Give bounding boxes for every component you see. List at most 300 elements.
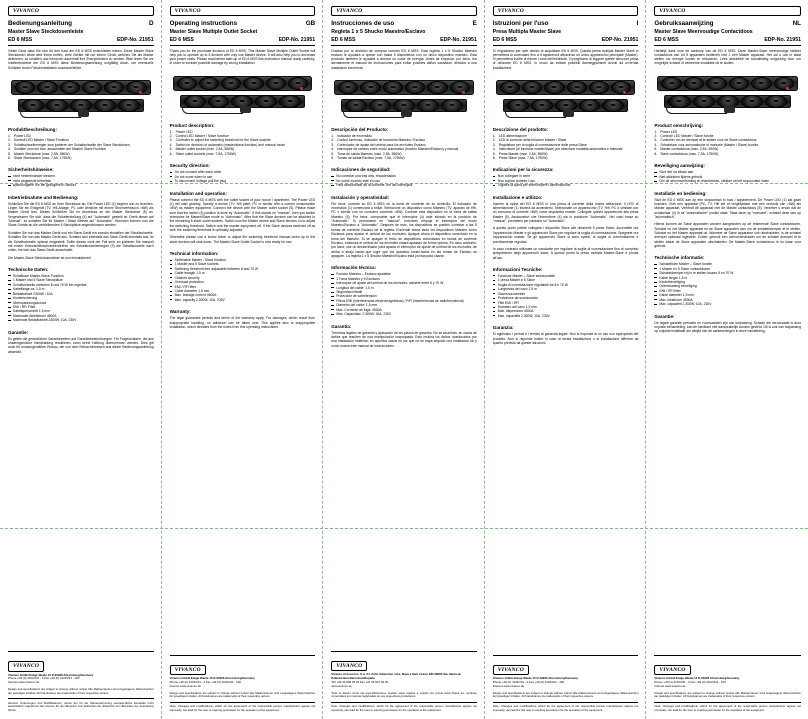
section-heading: Información técnica:	[331, 265, 377, 271]
list-item: Schakeldrempel vrij in te stellen tussen 8 en 70 W	[654, 271, 801, 275]
legal-paragraph: Design and specifications are subject to change without notice! Alle Markennamen sind eingetragene Warenzeichen der jeweiligen Inhaber. All brandnames are trademarks of their respective owners.	[492, 690, 639, 699]
list-item: Cable leangth 1,5 m	[170, 271, 316, 275]
power-cord	[505, 111, 566, 118]
page-title: Instrucciones de uso	[331, 20, 395, 28]
socket-outlet	[765, 95, 787, 108]
section-heading: Product description:	[169, 122, 215, 128]
section-list	[493, 174, 639, 187]
list-item: Non coprire durante l'uso	[493, 179, 639, 183]
company-phone: Phone +49 (0) 4102/231 - 0 Fax +49 (0) 4102/231 - 160	[654, 679, 726, 684]
socket-outlet	[774, 77, 794, 90]
section-paragraph: Por favor, conecte su ED 6 MSS en la toma de corriente de su domicilio. El indicador de encendido (1) comenzará a brillar. Seleccione un dispositivo como Maestro (TV, aparato de Hifi, PC o similar con un consumo corriente >8W). Conecte esta dispositivo en la toma de salida Maestro (5). Por favor, compruebe que el interruptor (4) esté situado en la posición de "Automatic". Si permanece en "manual", entonces empuje el interruptor del modo Maestro/Esclavo a "Automatic". Después de esto, los dispositivos se pueden conectar a las 5 tomas de corriente Esclavo de la regleta. Enciende ahora tanto los dispositivos Maestro como Esclavos para ajustar el umbral de los enchufes. Apague ahora el dispositivo conectado en la toma del Maestro. Si se apagan el resto de dispositivos conectados en tomas de corriente Esclavo, entonces el umbral de los enchufes estará ajustado de forma óptima. En caso contrario, por favor, use un destornillador para ajustar el interruptor de ajuste de umbral de los enchufes, de arriba a abajo hasta que logre que los aparatos conec-tados en las tomas de Esclavo se apaguen. La regleta 1 x 5 Shucko Maestro/Esclavo está ya lista para usarse.	[331, 201, 477, 258]
list-item: Switching threshold free adjustable between 8 and 70 W	[170, 267, 316, 271]
language-column-nl	[646, 0, 808, 719]
intro-text: Vi ringraziamo per aver deciso di acquistare ED 6 MSS. Questa presa multipla Master Slave vi permetterà di controllare fino a 5 apparecchi attraverso un unico apparecchio principale (Master). Vi permetterà inoltre di ridurre i costi dell'elettricità. Vi preghiamo di leggere queste istruzioni prima di utilizzare ED 6 MSS, in modo da evitare possibili danneggiamenti dovuti ad un'errata installazione.	[492, 48, 639, 70]
section-heading: Produktbeschreibung:	[8, 126, 58, 132]
list-item: 1 presa Master e 5 Slave	[493, 278, 639, 282]
list-item: Presa Master (max. 2,5A, 550W)	[498, 151, 548, 156]
section-list	[493, 274, 639, 318]
socket-outlet	[427, 81, 447, 94]
section-paragraph: A questo punto potete collegare i dispositivi Slave alle rimanenti 5 prese Salve. Accendete ora l'apparecchio Master e gli apparecchi Slave per regolare la soglia di commutazione. Spegnete ora l'apparecchio master. Se gli apparecchi Slave si sono spenti, la soglia di commutazione è correttamente regolata.	[492, 226, 639, 244]
model-row	[331, 37, 477, 46]
socket-outlet	[208, 95, 230, 108]
socket-strip-top	[496, 80, 636, 95]
socket-outlet	[243, 77, 263, 90]
socket-outlet	[177, 77, 197, 90]
column-footer	[654, 655, 801, 715]
section-heading: Installatie en bediening:	[654, 190, 707, 196]
section-paragraph: Términos legales de garantía y aplicación de los plazos de garantía. No se asumirán, en casos de daños que resulten de una manipulación inapropiada. Esto incluirá los daños ocasionados por una instalación indebida, en aquellos casos en los que no se haya seguido una instalación tal y como marca este manual de instrucciones.	[331, 330, 477, 348]
list-item: Max. dispersione 4500A	[493, 309, 639, 313]
column-spacer	[493, 348, 639, 651]
list-item: Kontroll LED Master / Slave Funktion	[14, 138, 69, 143]
intro-text: Gracias por la decisión de comprar nuestro ED 6 MSS. Esta regleta 1 x 5 Shucko Maestro esclavo le ayudará a operar con hasta 5 dispositivos con un único dispositivo maestro. Esta producto también le ayudará a ahorrar su coste de energía. Antes de empezar, por favor, lea atentamente el manual de instrucciones para evitar posibles daños causados, debidos a una instalación incorrecta.	[331, 48, 477, 70]
edp-number: EDP-No. 21951	[116, 37, 154, 43]
power-led	[623, 91, 626, 94]
socket-outlet	[383, 81, 403, 94]
socket-outlet	[22, 99, 44, 112]
product-photo	[331, 74, 477, 118]
section-list	[8, 174, 154, 187]
socket-outlet	[15, 81, 35, 94]
company-phone: Phone +49 (0) 4102/231 - 0 Fax +49 (0) 4102/231 - 160	[169, 679, 241, 684]
intro-text: Hartelijk dank voor de aankoop van de ED 6 MSS. Deze Master-Slave meervoudige stekker contactdoos kan tot 5 apparaten bedienen met 1 één Master apparaat. Het zal u ook in staat stellen uw energie kosten te reduceren. Lees alstublieft de handleiding zorgvuldig door om mogelijke schade of verkeerde installatie uit te sluiten.	[654, 48, 801, 66]
language-code: NL	[792, 20, 801, 28]
legal-paragraph: Note: Changes and modifications, which for the agreement of the responsible person manufacturer agrees not expressly, can lead for the user to expiring permission for the operation of the equipment.	[492, 704, 639, 712]
list-item: Cable diameter 1,5 mm	[170, 289, 316, 293]
section-list	[170, 258, 316, 302]
list-item: Max. capacitità 2.300W, 10A, 230V	[493, 314, 639, 318]
list-item: Controller to adjust the switching threshold for the Slave sockets	[175, 138, 271, 143]
list-item: Tomas de salida Esclavo (máx. 7,5A, 1750W)	[337, 156, 405, 161]
list-item: Lunghezza del cavo 1,5 m	[493, 287, 639, 291]
legal-divider	[331, 702, 477, 703]
section-heading: Garantía:	[331, 323, 352, 329]
socket-outlet	[82, 81, 102, 94]
section-list	[654, 130, 801, 157]
title-row	[331, 20, 477, 29]
list-item: LED di controllo della funzione Master / Slave	[498, 138, 567, 143]
list-item: Schakelbare Master – Slave functie	[654, 262, 801, 266]
list-item: Protezione da sovraccarico	[493, 296, 639, 300]
list-item: Filtri EMI / RFI	[493, 301, 639, 305]
list-item: Control luminoso, indicador de funciones Maestro / Esclavo	[337, 138, 426, 143]
socket-outlet	[507, 99, 529, 112]
list-item: Do not cover when in use	[170, 175, 316, 179]
section-heading: Inbetriebnahme und Bedienung:	[8, 194, 79, 200]
legal-paragraph: Hinweis: Änderungen und Modifikationen, denen der für die Übereinstimmung verantwortliche Hersteller nicht ausdrücklich zugestimmt hat, können für den Benutzer zum Erlöschen der Erlaubnis zum Betreiben der Ausrüstung führen.	[8, 700, 154, 712]
list-item: Power LED	[660, 129, 678, 134]
socket-outlet	[46, 99, 68, 112]
socket-outlet	[199, 77, 219, 90]
section-list	[493, 134, 639, 161]
edp-number: EDP-No. 21951	[440, 37, 477, 43]
list-item: EMI / RFI filter	[654, 289, 801, 293]
socket-outlet	[579, 99, 601, 112]
company-web: www.vivanco.es	[331, 683, 352, 688]
list-item: Función Maestro – Esclavo ajustable	[331, 272, 477, 276]
section-heading: Descripción del Producto:	[331, 126, 389, 132]
list-item: Longitud del cable: 1,5 m	[331, 286, 477, 290]
socket-strip-top	[173, 76, 313, 91]
legal-divider	[493, 702, 639, 703]
section-list	[331, 134, 477, 161]
model-row	[654, 37, 801, 46]
socket-outlet	[693, 95, 715, 108]
section-paragraph: In caso contrario utilizzate un cacciavite per regolare la soglia di commutazione fino al completo spegnimento degli apparecchi slave. A questo punto la presa multipla Master-Slave è pronta all'uso.	[492, 246, 639, 260]
list-item: Do not connect after each other	[170, 170, 316, 174]
socket-outlet	[338, 81, 358, 94]
socket-outlet	[450, 81, 470, 94]
list-item: Kinderischerung	[8, 296, 154, 300]
section-paragraph: Schalten Sie nun das Master-Gerät und ein Slave-Gerät ein zwecks einstellen der Schaltschwelle. Schalten Sie nun das Master-Gerät aus. Schaltet sich ebenfalls das Slave-Gerät ebenfalls aus, ist die Schaltschwelle optimal eingestellt. Sollte dieses nicht der Fall sein, so justieren Sie manuell mit einem Kreuzschlitzschraubendreher am Schaltschwellenregler (3) die Schaltschwelle nach unten, bis sich das Slave-Gerät ausschaltet.	[8, 230, 154, 253]
socket-outlet	[279, 95, 301, 108]
list-item: Seguridad infantil	[331, 290, 477, 294]
list-item: Para desconectar de la corriente, tire del interruptor	[331, 183, 477, 187]
language-code: E	[472, 20, 477, 28]
list-item: Controlador de ajuste del umbral para los enchufes Esclavo	[337, 142, 426, 147]
list-item: Sluit niet na elkaar aan	[654, 170, 801, 174]
list-item: spannungsfrei nur bei gezogenem Stecker	[8, 183, 154, 187]
list-item: Schalter zum ein bzw. ausschalten der Master/ Slave Funktion	[14, 147, 107, 152]
list-item: Control LED Master / Slave function	[175, 134, 229, 138]
socket-outlet	[706, 77, 726, 90]
language-column-gb	[162, 0, 324, 719]
section-heading: Installazione e utilizzo:	[492, 194, 543, 200]
list-item: Slave contactdoos (max. 7,5A, 1750W)	[660, 151, 719, 156]
brand-logo: VIVANCO	[493, 6, 639, 16]
socket-outlet	[417, 99, 439, 112]
company-address	[170, 677, 316, 688]
power-led	[462, 91, 465, 94]
list-item: 1 Master en 5 Slave contactdozen	[654, 267, 801, 271]
list-item: Funzione Master – Slave selezionabile	[493, 274, 639, 278]
socket-strip-top	[657, 76, 798, 91]
list-item: Master contactdoos (max. 2,5A, 550W)	[660, 147, 719, 152]
list-item: LED alimentazione	[498, 133, 527, 138]
section-heading: Technical information:	[169, 250, 219, 256]
section-heading: Indicazioni per la sicurezza:	[492, 167, 554, 173]
socket-outlet	[184, 95, 206, 108]
list-item: Overload protection	[170, 280, 316, 284]
list-item: Controle LED Master / Slave functie	[660, 134, 714, 138]
power-cord	[666, 107, 727, 114]
section-list	[654, 262, 801, 306]
list-item: Interruptor de cambio entre modo automático (función Maestro/Esclavo) y manual	[337, 147, 459, 152]
section-list	[654, 170, 801, 183]
socket-outlet	[751, 77, 771, 90]
title-row	[493, 20, 639, 29]
company-address	[331, 673, 477, 688]
socket-outlet	[602, 99, 624, 112]
socket-outlet	[661, 77, 681, 90]
product-photo	[493, 74, 639, 118]
section-list	[8, 134, 154, 161]
page-title: Operating instructions	[169, 20, 238, 28]
company-web: Internet www.vivanco.de	[654, 683, 686, 688]
company-name: Vivanco GmbH Ewige Weide 15 D-22926 Ahrensburg/Germany	[654, 676, 740, 681]
brand-logo: VIVANCO	[654, 6, 801, 16]
model-number: ED 6 MSS	[8, 37, 33, 43]
product-photo	[170, 70, 316, 114]
list-item: Master outlet socket (max. 2,5A, 550W)	[175, 147, 235, 152]
section-heading: Warranty:	[169, 309, 191, 315]
section-list	[170, 130, 316, 157]
intro-text: Vielen Dank dass Sie sich für den Kauf der ED 6 MSS entschieden haben. Diese Master Slave Steckdosen leiste wird Ihnen helfen, viele Geräte mit nur einem Gerät, welches Sie als Master definieren, zu schalten und hierdurch dauerhaft Ihre Energiekosten zu senken. Bitte lesen Sie vor Inbetriebnahme der ED 6 MSS diese Bedienungsanleitung sorgfältig durch, um eventuelle Schäden durch Falschinstallation auszuschließen.	[8, 48, 154, 70]
company-phone: Telf +34 93 848 35 20 Fax +34 93 847 05 00	[331, 679, 389, 684]
section-heading: Descrizione del prodotto:	[492, 126, 549, 132]
title-row	[170, 20, 316, 29]
brand-logo-footer: VIVANCO	[493, 665, 529, 675]
section-paragraph: Sluit de ED 6 MSS aan op een stopcontact in huis / appartement. De Power LED (1) zal gaan branden. Kies een apparaat (PC, TV, Hifi set of vergelijkbaar met een verbruik van >8W) als Master apparaat. Verbindt dit apparaat met de Master contactdoos (5). Verzeker u ervan dat de schakelaar (4) in de "automatische" positie staat. Staat deze op "manueel", schakel deze dan op "automatisch".	[654, 197, 801, 219]
language-code: GB	[305, 20, 316, 28]
section-paragraph: Die Master-Slave Steckdosenleiste ist nun einsatzbereit.	[8, 255, 92, 260]
socket-outlet	[221, 77, 241, 90]
brand-logo-footer: VIVANCO	[654, 665, 690, 675]
model-number: ED 6 MSS	[654, 37, 679, 43]
page-title: Bedienungsanleitung	[8, 20, 73, 28]
mains-plug	[78, 110, 89, 117]
legal-notes	[8, 688, 154, 713]
edp-number: EDP-No. 21951	[764, 37, 801, 43]
list-item: Interruptor de ajuste del umbral de los enchufes, variable entre 8 y 70 W	[331, 281, 477, 285]
legal-paragraph: Design and specifications are subject to change without notice! Alle Markennamen sind eingetragene Warenzeichen der jeweiligen Inhaber. All brandnames are trademarks of their respective owners.	[8, 686, 154, 695]
section-paragraph: Otherwise please use a screw driver to adjust the switching threshold manual down up to the slave devices will shut down. The Master-Slave Outlet Socket is now ready for use.	[169, 235, 316, 244]
power-led	[300, 87, 303, 90]
list-item: Schaltbare Master-Slave-Funktion	[8, 274, 154, 278]
section-heading: Product omschrijving:	[654, 122, 704, 128]
socket-outlet	[266, 77, 286, 90]
company-name: Vivanco GmbH Ewige Weide 15 D-22926 Ahrensburg/Germany	[8, 672, 94, 677]
socket-outlet	[118, 99, 140, 112]
language-code: D	[149, 20, 154, 28]
list-item: 1 Master and 5 Slave sockets	[170, 262, 316, 266]
section-list	[170, 170, 316, 183]
product-subtitle: Regleta 1 x 5 Shucko Maestro/Esclavo	[331, 29, 426, 35]
socket-outlet	[255, 95, 277, 108]
legal-paragraph: Design and specifications are subject to change without notice! Alle Markennamen sind eingetragene Warenzeichen der jeweiligen Inhaber. All brandnames are trademarks of their respective owners.	[654, 690, 801, 699]
list-item: Toma de salida Maestro (máx. 2,5A, 550W)	[337, 151, 402, 156]
list-item: Regolatore per la soglia di commutazione delle presa Slave	[498, 142, 587, 147]
list-item: Children security	[170, 276, 316, 280]
language-code: I	[636, 20, 639, 28]
list-item: Kabel lengte 1,5 m	[654, 276, 801, 280]
company-phone: Phone +49 (0) 4102/231 - 0 Fax +49 (0) 4102/231 - 160	[8, 676, 80, 681]
list-item: Switch for decision of automatic (master/slave function) and manual mode	[175, 142, 286, 147]
mains-plug	[240, 106, 251, 113]
model-number: ED 6 MSS	[331, 37, 356, 43]
section-paragraph: Inserire la spina del ED 6 MSS in una presa di corrente della vostra abitazione. Il LED di alimentazione (1) inizierà ad accendersi. Selezionate un apparecchio (TV, Hifi, PC o similare con un consumo di corrente >8W) come dispositivo master. Collegate questo apparecchio alla presa Master (5). Assicuratevi che l'interruttore (4) sia in posizione "Automatic". Nel caso fosse su "manual", premetelo per passarlo su "Automatic".	[492, 201, 639, 224]
socket-outlet	[522, 81, 542, 94]
list-item: Master Steckdose (max. 2,5A, 550W)	[14, 151, 70, 156]
model-row	[170, 37, 316, 46]
company-name: Vivanco Accesorios, S.A. P.I. Antic Güitermar. Ctra. Nava a Sant Celoni S/N 08660 Sta. Maria de Palautordera Barcelona/España	[331, 672, 461, 681]
column-footer	[8, 651, 154, 715]
list-item: Kabellänge ca. 1,5 m	[8, 287, 154, 291]
list-item: Überspannungsschutz	[8, 301, 154, 305]
list-item: Schakelaar voor automatische of manuele (Master / Slave) functie.	[660, 142, 760, 147]
brand-logo-footer: VIVANCO	[8, 661, 44, 671]
legal-divider	[8, 698, 154, 699]
column-footer	[170, 655, 316, 715]
power-led	[786, 87, 789, 90]
list-item: Om de stroomverbinding te onderbreken, stekker uit het stopcontact halen	[654, 179, 801, 183]
fold-line-bottom	[0, 528, 808, 529]
socket-outlet	[60, 81, 80, 94]
list-item: Soglia di commutazione regolabile tra 8 e 70 W	[493, 283, 639, 287]
model-number: ED 6 MSS	[169, 37, 194, 43]
column-spacer	[654, 337, 801, 652]
list-item: Overbelasting beveiliging	[654, 284, 801, 288]
list-item: nicht abgedeckt betreiben	[8, 179, 154, 183]
power-cord	[182, 107, 243, 114]
column-spacer	[331, 351, 477, 648]
section-paragraph: Hierna kunnen de Slave apparaten worden aangesloten op de resterende Slave contactdozen. Schakel nu het Master apparaat en de Slave apparaten aan om de schakeldrempel af te stellen. Schakel nu het Master apparaat uit. Wanneer de Slave apparaten ook uitschakelen, is de schakel drempel optimaal ingesteld. Zoniet, gebruik een schroevendraaier om de schakel drempel af te stellen totdat de Slave apparaten uitschakelen. De Master-Slave contactdoos is nu klaar voor gebruik.	[654, 222, 801, 248]
section-paragraph: Si applicano i periodi e i termini di garanzia legale. Non si risponde di un uso non appropriato del prodotto. Non si risponde inoltre in caso di errata installazione o di installazione difforme da quanto previsto da queste istruzioni.	[492, 332, 639, 345]
socket-outlet	[37, 81, 57, 94]
company-web: Internet www.vivanco.de	[492, 683, 525, 688]
title-row	[8, 20, 154, 29]
section-heading: Technische Daten:	[8, 266, 49, 272]
legal-notes	[493, 692, 639, 713]
model-row	[8, 37, 154, 46]
socket-outlet	[589, 81, 609, 94]
socket-outlet	[531, 99, 553, 112]
product-subtitle: Master Slave Multiple Outlet Socket	[169, 29, 258, 35]
company-address	[8, 674, 154, 685]
product-subtitle: Presa Multipla Master Slave	[492, 29, 562, 35]
list-item: nicht hintereinander stecken	[8, 174, 154, 178]
list-item: Max. capaciteit 2,300W, 10A, 230V	[654, 302, 801, 306]
list-item: Diametro del cavo 1,5 mm	[493, 305, 639, 309]
list-item: Slave Steckdosen (max. 7,5A, 1750W)	[14, 156, 72, 161]
socket-outlet	[360, 81, 380, 94]
socket-outlet	[345, 99, 367, 112]
legal-notes	[170, 692, 316, 713]
edp-number: EDP-No. 21951	[278, 37, 316, 43]
legal-paragraph: Todo el diseño como las especificaciones pueden estar sujetos a cambio sin previo aviso.Todos los nombres comerciales son marcas registradas de sus respectivos propietarios.	[331, 690, 477, 699]
list-item: Slave outlet sockets (max. 7,5A, 1750W)	[175, 151, 236, 156]
legal-notes	[654, 692, 801, 713]
socket-outlet	[567, 81, 587, 94]
intro-text: Thank you for the purchase decision of ED 6 MSS. This Master Slave Multiple Outlet Socket will help you to operate up to 5 devices with only one Master device. It will also help you to decrease your power costs. Please read before start-up of ED 6 MSS this instruction manual ready carefully, in order to exclude possible damage by wrong installation.	[169, 48, 316, 66]
list-item: EMI / RFI Filter	[8, 305, 154, 309]
socket-outlet	[741, 95, 763, 108]
list-item: Niet afdekken tijdens gebruik	[654, 175, 801, 179]
language-column-d	[0, 0, 162, 719]
socket-strip-top	[334, 80, 474, 95]
brand-logo: VIVANCO	[170, 6, 316, 16]
section-heading: Technische informatie:	[654, 255, 705, 261]
section-list	[331, 174, 477, 187]
legal-paragraph: Note: Changes and modifications, which for the agreement of the responsible person manufacturer agrees not expressly, can lead for the user to expiring permission for the operation of the equipment.	[331, 704, 477, 712]
list-item: Sicurezza bambini	[493, 292, 639, 296]
list-item: Kinderbeveiliging	[654, 280, 801, 284]
socket-outlet	[500, 81, 520, 94]
brand-logo-footer: VIVANCO	[170, 665, 206, 675]
brand-logo-footer: VIVANCO	[331, 661, 367, 671]
legal-paragraph: Note: Changes and modifications, which for the agreement of the responsible person manufacturer agrees not expressly, can lead for the user to expiring permission for the operation of the equipment.	[654, 704, 801, 712]
socket-strip-top	[11, 80, 151, 95]
list-item: EMI / RFI filter	[170, 285, 316, 289]
product-subtitle: Master Slave Meervoudige Contactdoos	[654, 29, 753, 35]
section-heading: Security direction:	[169, 163, 210, 169]
socket-outlet	[104, 81, 124, 94]
socket-outlet	[668, 95, 690, 108]
list-item: Togliere la spina per interrompere l'alimentazione	[493, 183, 639, 187]
socket-outlet	[369, 99, 391, 112]
page-title: Istruzioni per l'uso	[492, 20, 549, 28]
company-address	[654, 677, 801, 688]
list-item: Schaltschwellenregler zum justieren der Schaltschwelle der Slave Steckdosen	[14, 142, 130, 147]
title-row	[654, 20, 801, 29]
section-paragraph: The legal guarantee periods and terms of the warranty apply. For damages, which result from inappropriate handling, no adhesion can be taken over. This applies also to inappropriate installation, which deviates from the notes from this operating instructions.	[169, 316, 316, 329]
section-paragraph: Please connect the ED 6 MSS with the outlet socket of your house / apartment. The Power LED (1) will start glowing. Specify a device (TV, Hifi plant, PC or similar with a current consumption >8W) as master equipment. Connect the device with the Master outlet socket (5). Please make sure that the switch (4) position is done by "Automatic". If this stands on "manual", then you switch enterprise for Master/Slave mode to "Automatic". After that the Slave devices can be attached to the remaining 5 slave outlet sockets. Switch now the Master device and Slave devices on to adjust the switching threshold. Switch now the master equipment off. If the Slave devices switches off as well, the switching threshold is optimally adjusted.	[169, 197, 316, 232]
product-photo	[8, 74, 154, 118]
language-column-e	[323, 0, 485, 719]
section-heading: Garantie:	[8, 329, 29, 335]
column-spacer	[170, 332, 316, 651]
power-cord	[343, 111, 404, 118]
list-item: Kabelquerschnitt 1,5 mm	[8, 309, 154, 313]
brand-logo: VIVANCO	[331, 6, 477, 16]
list-item: To disconnect Voltage pull the plug	[170, 179, 316, 183]
list-item: No conectar una tras otra, encadenados	[331, 174, 477, 178]
list-item: Maximale Belastbarkeit 2300W, 10A, 230V	[8, 318, 154, 322]
model-row	[493, 37, 639, 46]
list-item: Controller om de drempel af te stellen voor de Slave contactdoos.	[660, 138, 758, 143]
legal-notes	[331, 692, 477, 713]
socket-outlet	[684, 77, 704, 90]
company-phone: Phone +49 (0) 4102/231 - 0 Fax +49 (0) 4102/231 - 160	[492, 679, 565, 684]
socket-outlet	[94, 99, 116, 112]
section-list	[331, 272, 477, 316]
legal-paragraph: Note: Changes and modifications, which for the agreement of the responsible person manufacturer agrees not expressly, can lead for the user to expiring permission for the operation of the equipment.	[169, 704, 316, 712]
legal-divider	[654, 702, 801, 703]
list-item: Belastbarkeit 2300W / 10A	[8, 292, 154, 296]
socket-outlet	[729, 77, 749, 90]
legal-paragraph: Design and specifications are subject to change without notice! Alle Markennamen sind eingetragene Warenzeichen der jeweiligen Inhaber. All brandnames are trademarks of their respective owners.	[169, 690, 316, 699]
mains-plug	[563, 110, 574, 117]
list-item: Power LED	[14, 133, 31, 138]
section-heading: Sicherheitshinweise:	[8, 167, 54, 173]
list-item: Max. capacity 2,300W, 10A, 230V	[170, 298, 316, 302]
power-led	[139, 91, 142, 94]
list-item: Schaltschwelle zwischen 8 und 70 W frei regelbar	[8, 283, 154, 287]
model-number: ED 6 MSS	[492, 37, 517, 43]
list-item: Max. leakage current 4500A	[170, 293, 316, 297]
section-heading: Informazioni Tecniche:	[492, 266, 543, 272]
edp-number: EDP-No. 21951	[601, 37, 639, 43]
list-item: Filtros EMI (Interferencias electromagnéticas) / RFI (Interferencias de radiofrecuencia)	[331, 299, 477, 303]
mains-plug	[401, 110, 412, 117]
list-item: Máx. Capacidad: 2.300W, 10A, 230V	[331, 312, 477, 316]
list-item: Indicador de encendido	[337, 133, 372, 138]
list-item: Max. lekstroom 4500A	[654, 298, 801, 302]
page-title: Gebruiksaanwijzing	[654, 20, 714, 28]
column-footer	[331, 651, 477, 715]
section-paragraph: De legale garantie periodes en voorwaarden zijn van toepassing. Schade die veroorzaakt is door onjuiste behandeling, kan de fabrikant niet aansprakelijk worden gesteld. Dit is ook van toepassing op onjuiste installatie die afwijkt van de aantekeningen in deze handleiding.	[654, 320, 801, 334]
socket-outlet	[441, 99, 463, 112]
company-web: Internet www.vivanco.de	[8, 680, 40, 685]
section-heading: Instalación y operatividad:	[331, 194, 390, 200]
list-item: Prese Slave (max. 7,5A, 1750W)	[498, 156, 548, 161]
company-web: Internet www.vivanco.de	[169, 683, 201, 688]
legal-divider	[170, 702, 316, 703]
company-address	[493, 677, 639, 688]
list-item: Diámetro del cable: 1,5 mm	[331, 303, 477, 307]
section-heading: Indicaciones de seguridad:	[331, 167, 391, 173]
